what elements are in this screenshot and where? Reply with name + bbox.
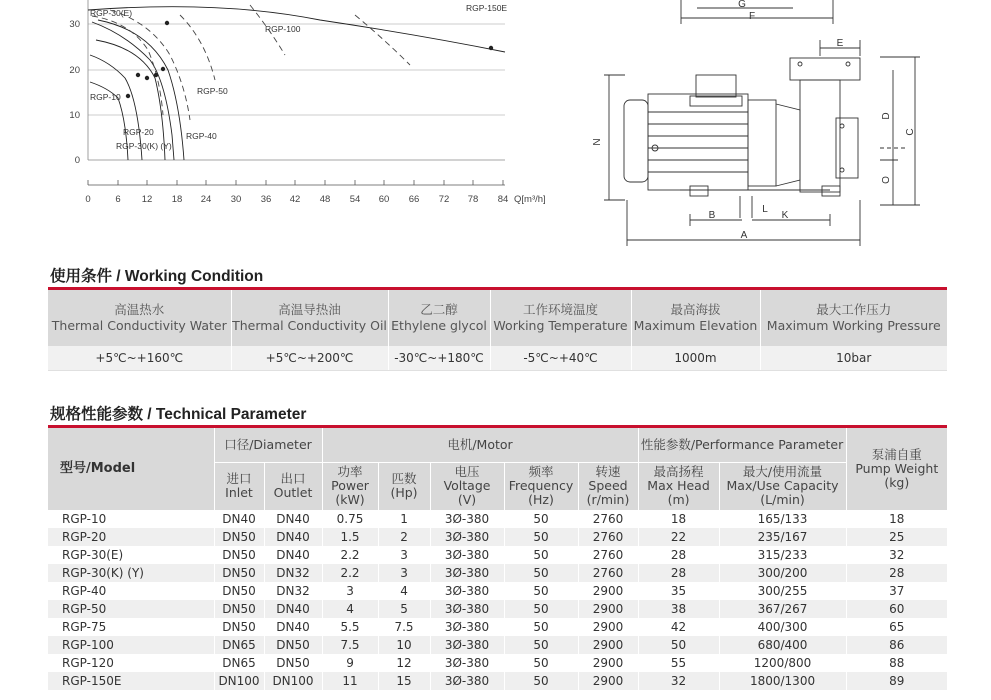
table-cell: 28 <box>638 546 719 564</box>
table-cell: 11 <box>322 672 378 690</box>
x-tick: 0 <box>85 194 91 205</box>
table-cell: 3Ø-380 <box>430 564 504 582</box>
table-cell: 367/267 <box>719 600 846 618</box>
table-cell: 60 <box>846 600 947 618</box>
table-cell: DN32 <box>264 564 322 582</box>
table-row <box>48 346 947 371</box>
table-cell: 2900 <box>578 600 638 618</box>
table-cell: 2900 <box>578 654 638 672</box>
header-performance: 性能参数/Performance Parameter <box>638 427 846 463</box>
table-cell: DN100 <box>264 672 322 690</box>
curve-label: RGP-150E <box>466 3 508 13</box>
header-model: 型号/Model <box>48 427 214 510</box>
table-cell: 50 <box>504 600 578 618</box>
table-cell: 50 <box>504 672 578 690</box>
table-cell: 28 <box>846 564 947 582</box>
table-cell: 400/300 <box>719 618 846 636</box>
y-tick-30: 30 <box>69 19 80 30</box>
table-row <box>48 600 947 618</box>
table-cell: 1.5 <box>322 528 378 546</box>
table-cell: 12 <box>378 654 430 672</box>
x-tick: 18 <box>171 194 183 205</box>
table-cell: 50 <box>504 654 578 672</box>
table-cell: 315/233 <box>719 546 846 564</box>
table-cell: 18 <box>638 510 719 528</box>
model-cell: RGP-10 <box>48 510 214 528</box>
table-cell: 2760 <box>578 564 638 582</box>
efficiency-curve <box>110 10 190 120</box>
table-cell: DN50 <box>264 654 322 672</box>
header-max-head: 最高扬程 Max Head (m) <box>638 463 719 510</box>
table-cell: 3Ø-380 <box>430 600 504 618</box>
header-temperature: 工作环境温度 Working Temperature <box>490 289 631 346</box>
table-header-row <box>48 427 947 463</box>
table-cell: DN100 <box>214 672 264 690</box>
x-tick: 30 <box>230 194 242 205</box>
table-cell: 50 <box>504 546 578 564</box>
dim-label-k: K <box>781 210 789 221</box>
header-motor: 电机/Motor <box>322 427 638 463</box>
table-cell: 3Ø-380 <box>430 618 504 636</box>
curve-label: RGP-20 <box>123 127 154 137</box>
y-tick-20: 20 <box>69 65 80 76</box>
table-cell: 4 <box>378 582 430 600</box>
technical-parameter-table <box>48 425 947 690</box>
table-row <box>48 672 947 690</box>
model-cell: RGP-30(E) <box>48 546 214 564</box>
table-cell: DN40 <box>264 546 322 564</box>
table-cell: DN65 <box>214 636 264 654</box>
table-cell: DN32 <box>264 582 322 600</box>
x-tick: 6 <box>115 194 121 205</box>
header-glycol: 乙二醇 Ethylene glycol <box>388 289 490 346</box>
model-cell: RGP-100 <box>48 636 214 654</box>
table-cell: 28 <box>638 564 719 582</box>
table-cell: 300/200 <box>719 564 846 582</box>
table-cell: DN50 <box>214 564 264 582</box>
table-cell: 3Ø-380 <box>430 528 504 546</box>
curve-label: RGP-100 <box>265 24 301 34</box>
table-cell: 235/167 <box>719 528 846 546</box>
table-cell: 165/133 <box>719 510 846 528</box>
x-tick: 60 <box>378 194 390 205</box>
technical-table-body <box>48 510 947 690</box>
table-cell: 50 <box>504 528 578 546</box>
table-cell: 65 <box>846 618 947 636</box>
curve-label: RGP-50 <box>197 86 228 96</box>
table-cell: DN50 <box>214 600 264 618</box>
table-cell: DN40 <box>264 600 322 618</box>
table-cell: 25 <box>846 528 947 546</box>
model-cell: RGP-30(K) (Y) <box>48 564 214 582</box>
table-cell: 3Ø-380 <box>430 546 504 564</box>
table-cell: 42 <box>638 618 719 636</box>
table-row <box>48 510 947 528</box>
table-cell: 300/255 <box>719 582 846 600</box>
table-cell: 2900 <box>578 672 638 690</box>
working-condition-title: 使用条件 / Working Condition <box>50 268 264 285</box>
value-water: +5℃~+160℃ <box>48 346 231 371</box>
dim-label-n: N <box>592 138 603 146</box>
model-cell: RGP-150E <box>48 672 214 690</box>
table-cell: 3Ø-380 <box>430 654 504 672</box>
table-cell: 37 <box>846 582 947 600</box>
curve-label: RGP-10 <box>90 92 121 102</box>
dim-label-a: A <box>740 230 748 241</box>
header-capacity: 最大/使用流量 Max/Use Capacity (L/min) <box>719 463 846 510</box>
performance-curve-and-drawing <box>0 0 991 250</box>
model-cell: RGP-40 <box>48 582 214 600</box>
table-row <box>48 582 947 600</box>
table-cell: 7.5 <box>378 618 430 636</box>
table-cell: 3 <box>322 582 378 600</box>
table-row <box>48 618 947 636</box>
model-cell: RGP-120 <box>48 654 214 672</box>
x-tick: 54 <box>349 194 361 205</box>
x-tick: 66 <box>408 194 420 205</box>
top-figures <box>0 0 991 250</box>
table-cell: 89 <box>846 672 947 690</box>
table-cell: 3 <box>378 564 430 582</box>
table-cell: 3 <box>378 546 430 564</box>
table-cell: 50 <box>638 636 719 654</box>
header-power: 功率 Power (kW) <box>322 463 378 510</box>
table-cell: 10 <box>378 636 430 654</box>
dim-label-g: G <box>738 0 746 10</box>
table-cell: 32 <box>638 672 719 690</box>
table-cell: 5.5 <box>322 618 378 636</box>
table-cell: 680/400 <box>719 636 846 654</box>
table-cell: 3Ø-380 <box>430 672 504 690</box>
table-cell: 38 <box>638 600 719 618</box>
value-oil: +5℃~+200℃ <box>231 346 388 371</box>
efficiency-curve <box>355 15 410 65</box>
table-cell: DN50 <box>214 618 264 636</box>
table-row <box>48 528 947 546</box>
table-cell: 15 <box>378 672 430 690</box>
dim-label-f: F <box>748 11 756 22</box>
dim-label-c: C <box>905 128 916 136</box>
x-tick: 72 <box>438 194 450 205</box>
table-cell: 32 <box>846 546 947 564</box>
table-cell: DN50 <box>214 528 264 546</box>
table-cell: 7.5 <box>322 636 378 654</box>
table-cell: 1800/1300 <box>719 672 846 690</box>
table-cell: 9 <box>322 654 378 672</box>
y-tick-10: 10 <box>69 110 80 121</box>
table-cell: 55 <box>638 654 719 672</box>
value-glycol: -30℃~+180℃ <box>388 346 490 371</box>
table-cell: 50 <box>504 582 578 600</box>
table-cell: 18 <box>846 510 947 528</box>
table-cell: DN40 <box>264 528 322 546</box>
x-tick: 78 <box>467 194 479 205</box>
table-cell: 35 <box>638 582 719 600</box>
dim-label-e: E <box>836 38 844 49</box>
table-cell: 50 <box>504 636 578 654</box>
dimension-labels <box>592 0 916 241</box>
table-cell: DN40 <box>214 510 264 528</box>
x-tick: 42 <box>289 194 301 205</box>
table-cell: DN50 <box>214 546 264 564</box>
x-unit: Q[m³/h] <box>514 194 546 205</box>
header-water: 高温热水 Thermal Conductivity Water <box>48 289 231 346</box>
table-cell: DN50 <box>264 636 322 654</box>
dim-label-b: B <box>708 210 716 221</box>
model-cell: RGP-20 <box>48 528 214 546</box>
curve-rgp-40 <box>98 20 184 160</box>
table-cell: 2760 <box>578 528 638 546</box>
table-cell: 2900 <box>578 618 638 636</box>
curve-label: RGP-40 <box>186 131 217 141</box>
header-diameter: 口径/Diameter <box>214 427 322 463</box>
table-cell: 50 <box>504 618 578 636</box>
header-outlet: 出口 Outlet <box>264 463 322 510</box>
header-voltage: 电压 Voltage (V) <box>430 463 504 510</box>
table-cell: 2900 <box>578 582 638 600</box>
table-cell: 2.2 <box>322 546 378 564</box>
table-row <box>48 654 947 672</box>
table-cell: 50 <box>504 564 578 582</box>
table-cell: DN40 <box>264 618 322 636</box>
table-row <box>48 564 947 582</box>
dim-label-d: D <box>881 112 892 120</box>
header-inlet: 进口 Inlet <box>214 463 264 510</box>
table-cell: 3Ø-380 <box>430 510 504 528</box>
table-cell: 2 <box>378 528 430 546</box>
x-tick: 12 <box>141 194 153 205</box>
table-cell: 3Ø-380 <box>430 582 504 600</box>
performance-chart <box>69 0 545 205</box>
dim-label-o: O <box>881 176 892 184</box>
header-pressure: 最大工作压力 Maximum Working Pressure <box>760 289 947 346</box>
table-row <box>48 546 947 564</box>
header-oil: 高温导热油 Thermal Conductivity Oil <box>231 289 388 346</box>
table-cell: 50 <box>504 510 578 528</box>
table-cell: 2.2 <box>322 564 378 582</box>
header-speed: 转速 Speed (r/min) <box>578 463 638 510</box>
curve-label: RGP-30(E) <box>90 8 133 18</box>
table-cell: 3Ø-380 <box>430 636 504 654</box>
x-tick: 84 <box>497 194 509 205</box>
x-tick: 48 <box>319 194 331 205</box>
value-pressure: 10bar <box>760 346 947 371</box>
model-cell: RGP-75 <box>48 618 214 636</box>
curve-label: RGP-30(K) (Y) <box>116 141 172 151</box>
table-row <box>48 636 947 654</box>
table-cell: 2900 <box>578 636 638 654</box>
y-tick-0: 0 <box>74 155 80 166</box>
value-elevation: 1000m <box>631 346 760 371</box>
value-temperature: -5℃~+40℃ <box>490 346 631 371</box>
table-cell: 5 <box>378 600 430 618</box>
table-cell: 2760 <box>578 546 638 564</box>
table-cell: DN50 <box>214 582 264 600</box>
x-tick: 36 <box>260 194 272 205</box>
header-elevation: 最高海拔 Maximum Elevation <box>631 289 760 346</box>
table-cell: 1 <box>378 510 430 528</box>
table-cell: 0.75 <box>322 510 378 528</box>
header-hp: 匹数 (Hp) <box>378 463 430 510</box>
working-condition-table <box>48 287 947 371</box>
technical-parameter-title: 规格性能参数 / Technical Parameter <box>50 406 307 423</box>
table-cell: DN65 <box>214 654 264 672</box>
table-cell: 86 <box>846 636 947 654</box>
header-frequency: 频率 Frequency (Hz) <box>504 463 578 510</box>
model-cell: RGP-50 <box>48 600 214 618</box>
table-cell: DN40 <box>264 510 322 528</box>
dim-label-l: L <box>762 204 768 215</box>
table-header-row <box>48 289 947 346</box>
table-cell: 4 <box>322 600 378 618</box>
table-cell: 22 <box>638 528 719 546</box>
table-cell: 88 <box>846 654 947 672</box>
table-cell: 1200/800 <box>719 654 846 672</box>
x-tick: 24 <box>200 194 212 205</box>
table-cell: 2760 <box>578 510 638 528</box>
header-weight: 泵浦自重 Pump Weight (kg) <box>846 427 947 510</box>
